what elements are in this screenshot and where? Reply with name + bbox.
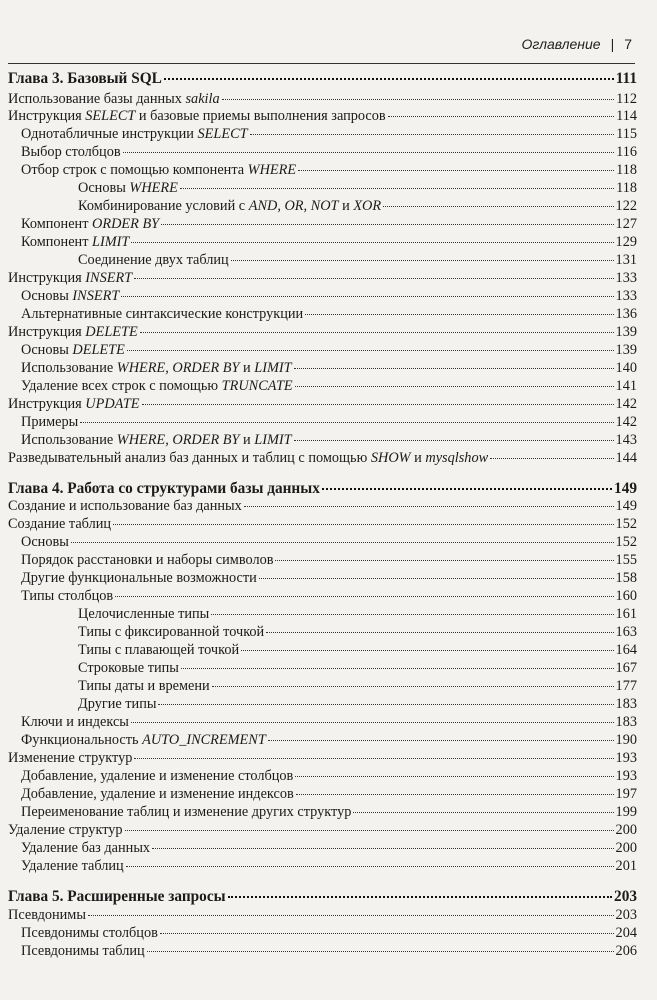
dot-leader xyxy=(113,523,614,525)
toc-title-text: Соединение двух таблиц xyxy=(78,252,229,268)
toc-title-text: Инструкция xyxy=(8,270,86,286)
toc-entry-title xyxy=(21,569,257,587)
toc-page-number: 143 xyxy=(615,432,637,448)
toc-entry-title xyxy=(78,677,210,695)
dot-leader xyxy=(161,223,613,225)
toc-page-number: 142 xyxy=(615,396,637,412)
toc-title-text: Инструкция xyxy=(8,396,86,412)
toc-entry-title xyxy=(21,413,78,431)
toc-entry-title xyxy=(8,323,138,341)
toc-title-text: и xyxy=(338,198,354,214)
toc-entry-title xyxy=(78,251,229,269)
toc-title-code-term: DELETE xyxy=(85,324,138,340)
toc-title-text: Основы xyxy=(78,180,130,196)
toc-title-text: Типы даты и времени xyxy=(78,678,210,694)
toc-title-text: Инструкция xyxy=(8,324,86,340)
toc-entry-title xyxy=(8,480,320,498)
toc-title-text: Переименование таблиц и изменение других структур xyxy=(21,804,352,820)
toc-page-number: 152 xyxy=(615,516,637,532)
toc-title-code-term: INSERT xyxy=(85,270,133,286)
page-header xyxy=(0,36,632,52)
toc-title-text: Глава 5. Расширенные запросы xyxy=(8,888,226,905)
dot-leader xyxy=(294,367,614,369)
toc-entry-title xyxy=(21,767,293,785)
toc-chapter[interactable] xyxy=(8,70,637,88)
toc-title-text: Глава 4. Работа со структурами базы данных xyxy=(8,480,320,497)
toc-entry[interactable] xyxy=(8,323,637,341)
toc-entry-title xyxy=(21,713,129,731)
dot-leader xyxy=(121,295,613,297)
dot-leader xyxy=(322,487,612,490)
toc-page-number: 142 xyxy=(615,414,637,430)
toc-page-number: 122 xyxy=(615,198,637,214)
toc-title-code-term: LIMIT xyxy=(254,432,292,448)
toc-page-number: 136 xyxy=(615,306,637,322)
toc-entry[interactable] xyxy=(8,251,637,269)
toc-page-number: 190 xyxy=(615,732,637,748)
toc-entry-title xyxy=(21,341,125,359)
dot-leader xyxy=(250,133,615,135)
toc-page-number: 140 xyxy=(615,360,637,376)
dot-leader xyxy=(298,169,614,171)
toc-title-code-term: XOR xyxy=(353,198,382,214)
toc-entry[interactable] xyxy=(8,90,637,108)
toc-title-text: и xyxy=(410,450,426,466)
toc-title-text: Альтернативные синтаксические конструкции xyxy=(21,306,304,322)
toc-title-text: Другие типы xyxy=(78,696,157,712)
toc-page-number: 112 xyxy=(616,91,637,107)
toc-page-number: 204 xyxy=(615,925,637,941)
dot-leader xyxy=(296,793,614,795)
toc-entry[interactable] xyxy=(8,269,637,287)
toc-page-number: 111 xyxy=(615,70,637,87)
toc-page-number: 200 xyxy=(615,822,637,838)
toc-entry-title xyxy=(8,269,132,287)
toc-title-text: Добавление, удаление и изменение индексов xyxy=(21,786,294,802)
toc-page-number: 160 xyxy=(615,588,637,604)
toc-entry-title xyxy=(21,857,124,875)
toc-page-number: 201 xyxy=(615,858,637,874)
toc-title-code-term: LIMIT xyxy=(92,234,130,250)
toc-title-code-term: sakila xyxy=(185,91,220,107)
toc-title-text: Типы столбцов xyxy=(21,588,114,604)
toc-entry[interactable] xyxy=(8,197,637,215)
toc-title-text: Функциональность xyxy=(21,732,143,748)
toc-entry[interactable] xyxy=(8,857,637,875)
toc-entry[interactable] xyxy=(8,677,637,695)
toc-page-number: 144 xyxy=(615,450,637,466)
toc-entry-title xyxy=(21,803,351,821)
toc-entry-title xyxy=(21,533,69,551)
toc-page-number: 167 xyxy=(615,660,637,676)
toc-title-code-term: WHERE, ORDER BY xyxy=(116,432,240,448)
toc-title-text: Удаление баз данных xyxy=(21,840,151,856)
toc-entry[interactable] xyxy=(8,215,637,233)
toc-entry-title xyxy=(8,497,242,515)
dot-leader xyxy=(222,98,614,100)
dot-leader xyxy=(80,421,613,423)
toc-page-number: 127 xyxy=(615,216,637,232)
toc-entry[interactable] xyxy=(8,623,637,641)
dot-leader xyxy=(142,403,614,405)
toc-entry[interactable] xyxy=(8,143,637,161)
dot-leader xyxy=(126,865,614,867)
toc-entry[interactable] xyxy=(8,821,637,839)
toc-entry-title xyxy=(8,821,123,839)
toc-entry[interactable] xyxy=(8,497,637,515)
toc-page-number: 199 xyxy=(615,804,637,820)
toc-title-text: Добавление, удаление и изменение столбцов xyxy=(21,768,294,784)
dot-leader xyxy=(164,77,614,80)
dot-leader xyxy=(160,932,614,934)
toc-entry-title xyxy=(78,605,209,623)
toc-title-text: Изменение структур xyxy=(8,750,133,766)
header-rule xyxy=(8,63,635,64)
toc-title-text: Использование xyxy=(21,432,117,448)
toc-entry-title xyxy=(21,587,113,605)
toc-entry[interactable] xyxy=(8,449,637,467)
toc-title-text: Глава 3. Базовый SQL xyxy=(8,70,162,87)
toc-entry-title xyxy=(21,839,150,857)
toc-entry[interactable] xyxy=(8,179,637,197)
toc-title-code-term: SELECT xyxy=(85,108,136,124)
toc-entry-title xyxy=(21,305,303,323)
toc-title-code-term: SELECT xyxy=(197,126,248,142)
toc-title-text: Компонент xyxy=(21,216,93,232)
dot-leader xyxy=(295,385,614,387)
toc-entry-title xyxy=(78,179,178,197)
dot-leader xyxy=(123,151,614,153)
toc-title-code-term: DELETE xyxy=(72,342,125,358)
dot-leader xyxy=(147,950,614,952)
toc-page-number: 155 xyxy=(615,552,637,568)
toc-entry-title xyxy=(21,924,158,942)
toc-title-text: Ключи и индексы xyxy=(21,714,129,730)
toc-page-number: 149 xyxy=(614,480,637,497)
toc-page-number: 129 xyxy=(615,234,637,250)
toc-entry-title xyxy=(21,731,266,749)
toc-title-code-term: AUTO_INCREMENT xyxy=(142,732,266,748)
toc-entry[interactable] xyxy=(8,749,637,767)
toc-entry[interactable] xyxy=(8,395,637,413)
toc-title-text: Другие функциональные возможности xyxy=(21,570,257,586)
dot-leader xyxy=(295,775,613,777)
toc-entry[interactable] xyxy=(8,431,637,449)
dot-leader xyxy=(134,757,613,759)
toc-entry[interactable] xyxy=(8,906,637,924)
toc-entry-title xyxy=(21,125,248,143)
toc-entry[interactable] xyxy=(8,659,637,677)
toc-title-code-term: SHOW xyxy=(370,450,411,466)
toc-chapter[interactable] xyxy=(8,480,637,498)
dot-leader xyxy=(131,721,614,723)
toc-page-number: 114 xyxy=(616,108,637,124)
toc-title-text: Выбор столбцов xyxy=(21,144,121,160)
dot-leader xyxy=(180,187,614,189)
toc-title-text: Псевдонимы xyxy=(8,907,86,923)
dot-leader xyxy=(241,649,613,651)
dot-leader xyxy=(259,577,614,579)
dot-leader xyxy=(152,847,613,849)
toc-page-number: 163 xyxy=(615,624,637,640)
toc-entry[interactable] xyxy=(8,341,637,359)
toc-title-text: Разведывательный анализ баз данных и таблиц с помощью xyxy=(8,450,371,466)
section-title: Оглавление xyxy=(521,36,601,52)
toc-entry-title xyxy=(21,143,121,161)
toc-page-number: 193 xyxy=(615,768,637,784)
dot-leader xyxy=(88,914,614,916)
dot-leader xyxy=(140,331,614,333)
dot-leader xyxy=(131,241,613,243)
toc-title-code-term: ORDER BY xyxy=(92,216,160,232)
toc-entry[interactable] xyxy=(8,287,637,305)
toc-entry[interactable] xyxy=(8,731,637,749)
toc-entry-title xyxy=(8,107,386,125)
dot-leader xyxy=(134,277,613,279)
toc-entry[interactable] xyxy=(8,785,637,803)
toc-entry-title xyxy=(78,695,156,713)
toc-title-code-term: mysqlshow xyxy=(425,450,489,466)
toc-entry[interactable] xyxy=(8,695,637,713)
toc-entry-title xyxy=(21,233,129,251)
toc-entry[interactable] xyxy=(8,161,637,179)
toc-title-text: Порядок расстановки и наборы символов xyxy=(21,552,274,568)
toc-title-text: Основы xyxy=(21,342,73,358)
toc-entry[interactable] xyxy=(8,413,637,431)
toc-title-code-term: UPDATE xyxy=(85,396,140,412)
toc-title-code-term: TRUNCATE xyxy=(221,378,293,394)
dot-leader xyxy=(388,115,614,117)
toc-entry-title xyxy=(21,551,273,569)
dot-leader xyxy=(127,349,614,351)
toc-entry[interactable] xyxy=(8,839,637,857)
toc-page-number: 203 xyxy=(614,888,637,905)
toc-entry[interactable] xyxy=(8,641,637,659)
toc-entry-title xyxy=(21,785,294,803)
toc-title-text: Типы с фиксированной точкой xyxy=(78,624,265,640)
toc-entry[interactable] xyxy=(8,551,637,569)
toc-entry[interactable] xyxy=(8,713,637,731)
toc-title-text: Удаление структур xyxy=(8,822,123,838)
toc-title-code-term: WHERE xyxy=(247,162,297,178)
toc-title-text: Использование базы данных xyxy=(8,91,186,107)
toc-title-text: Примеры xyxy=(21,414,79,430)
toc-entry-title xyxy=(21,359,292,377)
toc-title-text: Комбинирование условий с xyxy=(78,198,249,214)
dot-leader xyxy=(211,613,613,615)
dot-leader xyxy=(383,205,613,207)
toc-page-number: 149 xyxy=(615,498,637,514)
toc-title-code-term: WHERE, ORDER BY xyxy=(116,360,240,376)
toc-entry-title xyxy=(21,161,296,179)
toc-title-text: Однотабличные инструкции xyxy=(21,126,198,142)
dot-leader xyxy=(181,667,614,669)
toc-entry[interactable] xyxy=(8,533,637,551)
toc-entry-title xyxy=(78,659,179,677)
toc-entry-title xyxy=(21,377,293,395)
dot-leader xyxy=(115,595,613,597)
toc-page-number: 177 xyxy=(615,678,637,694)
toc-page-number: 183 xyxy=(615,714,637,730)
dot-leader xyxy=(275,559,613,561)
toc-page-number: 118 xyxy=(616,180,637,196)
toc-page-number: 161 xyxy=(615,606,637,622)
toc-entry-title xyxy=(8,90,220,108)
toc-entry-title xyxy=(8,749,132,767)
toc-page-number: 139 xyxy=(615,324,637,340)
toc-entry-title xyxy=(78,197,381,215)
toc-entry[interactable] xyxy=(8,569,637,587)
toc-entry[interactable] xyxy=(8,359,637,377)
toc-entry-title xyxy=(78,623,264,641)
dot-leader xyxy=(490,457,613,459)
dot-leader xyxy=(125,829,614,831)
toc-title-text: Удаление таблиц xyxy=(21,858,124,874)
dot-leader xyxy=(268,739,614,741)
toc-page-number: 133 xyxy=(615,270,637,286)
toc-title-text: Создание и использование баз данных xyxy=(8,498,242,514)
toc-title-text: Основы xyxy=(21,534,69,550)
toc-title-text: Типы с плавающей точкой xyxy=(78,642,240,658)
toc-page-number: 193 xyxy=(615,750,637,766)
toc-title-text: Псевдонимы столбцов xyxy=(21,925,158,941)
toc-page-number: 139 xyxy=(615,342,637,358)
toc-page-number: 197 xyxy=(615,786,637,802)
dot-leader xyxy=(228,895,612,898)
toc-title-code-term: WHERE xyxy=(129,180,178,196)
dot-leader xyxy=(244,505,614,507)
dot-leader xyxy=(212,685,614,687)
toc-page-number: 158 xyxy=(615,570,637,586)
toc-chapter[interactable] xyxy=(8,888,637,906)
dot-leader xyxy=(71,541,614,543)
toc-title-text: и базовые приемы выполнения запросов xyxy=(135,108,386,124)
toc-entry[interactable] xyxy=(8,803,637,821)
toc-title-code-term: INSERT xyxy=(72,288,120,304)
toc-entry-title xyxy=(21,287,119,305)
toc-entry-title xyxy=(8,906,86,924)
toc-title-text: Компонент xyxy=(21,234,93,250)
toc-title-text: Создание таблиц xyxy=(8,516,112,532)
toc-entry[interactable] xyxy=(8,605,637,623)
dot-leader xyxy=(305,313,613,315)
toc-entry[interactable] xyxy=(8,942,637,960)
toc-page-number: 118 xyxy=(616,162,637,178)
toc-title-text: Строковые типы xyxy=(78,660,179,676)
toc-entry-title xyxy=(78,641,239,659)
dot-leader xyxy=(158,703,613,705)
toc-page-number: 131 xyxy=(615,252,637,268)
toc-title-text: Использование xyxy=(21,360,117,376)
toc-title-text: Псевдонимы таблиц xyxy=(21,943,145,959)
toc-entry[interactable] xyxy=(8,515,637,533)
toc-title-text: Отбор строк с помощью компонента xyxy=(21,162,248,178)
toc-page-number: 203 xyxy=(615,907,637,923)
toc-title-text: Основы xyxy=(21,288,73,304)
header-separator: | xyxy=(610,36,615,52)
toc-page-number: 115 xyxy=(616,126,637,142)
toc-entry[interactable] xyxy=(8,107,637,125)
toc-entry[interactable] xyxy=(8,767,637,785)
toc-entry-title xyxy=(21,942,145,960)
dot-leader xyxy=(231,259,614,261)
toc-entry[interactable] xyxy=(8,924,637,942)
toc-entry[interactable] xyxy=(8,305,637,323)
toc-entry-title xyxy=(8,395,140,413)
toc-entry-title xyxy=(8,449,488,467)
toc-entry[interactable] xyxy=(8,587,637,605)
toc-title-text: Инструкция xyxy=(8,108,86,124)
dot-leader xyxy=(266,631,613,633)
toc-page-number: 152 xyxy=(615,534,637,550)
toc-title-text: и xyxy=(239,432,255,448)
toc-title-text: и xyxy=(239,360,255,376)
toc-title-code-term: AND, OR, NOT xyxy=(248,198,339,214)
toc-page-number: 133 xyxy=(615,288,637,304)
toc-page-number: 164 xyxy=(615,642,637,658)
toc-entry-title xyxy=(8,70,162,88)
toc-entry-title xyxy=(8,888,226,906)
toc-entry-title xyxy=(21,215,159,233)
toc-page-number: 141 xyxy=(615,378,637,394)
toc-entry[interactable] xyxy=(8,125,637,143)
toc-title-text: Удаление всех строк с помощью xyxy=(21,378,222,394)
toc-title-code-term: LIMIT xyxy=(254,360,292,376)
toc-entry-title xyxy=(8,515,111,533)
toc-page-number: 200 xyxy=(615,840,637,856)
toc-page-number: 183 xyxy=(615,696,637,712)
page-number: 7 xyxy=(624,36,632,52)
toc-title-text: Целочисленные типы xyxy=(78,606,210,622)
toc-page-number: 116 xyxy=(616,144,637,160)
toc-entry-title xyxy=(21,431,292,449)
dot-leader xyxy=(353,811,613,813)
toc-entry[interactable] xyxy=(8,377,637,395)
toc-page-number: 206 xyxy=(615,943,637,959)
dot-leader xyxy=(294,439,614,441)
toc-entry[interactable] xyxy=(8,233,637,251)
